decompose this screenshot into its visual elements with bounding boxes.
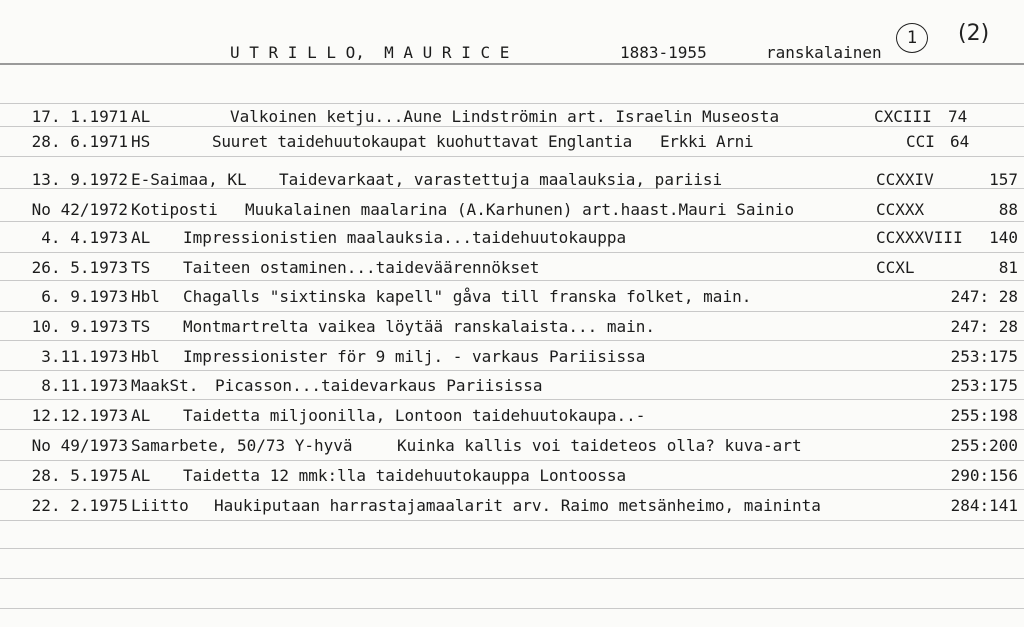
ruled-line bbox=[0, 280, 1024, 281]
entry-ref: CCXXX bbox=[876, 200, 925, 219]
entry-date: 8.11.1973 bbox=[41, 376, 128, 395]
entry-source: Kotiposti bbox=[131, 200, 218, 219]
entry-number: 81 bbox=[998, 258, 1018, 277]
artist-years: 1883-1955 bbox=[620, 43, 707, 62]
table-row bbox=[0, 496, 1024, 518]
entry-date: 6. 9.1973 bbox=[41, 287, 128, 306]
entry-title: Taidetta 12 mmk:lla taidehuutokauppa Lontoossa bbox=[183, 466, 627, 485]
ruled-line bbox=[0, 460, 1024, 461]
entry-number: 140 bbox=[989, 228, 1018, 247]
table-row bbox=[0, 317, 1024, 339]
entry-number: 157 bbox=[989, 170, 1018, 189]
entry-source: Liitto bbox=[131, 496, 189, 515]
entry-source: TS bbox=[131, 317, 151, 336]
entry-number: 247: 28 bbox=[950, 317, 1018, 336]
table-row bbox=[0, 228, 1024, 250]
entry-number: 247: 28 bbox=[950, 287, 1018, 306]
entry-title: Picasson...taidevarkaus Pariisissa bbox=[215, 376, 543, 395]
ruled-line bbox=[0, 252, 1024, 253]
ruled-line bbox=[0, 156, 1024, 157]
entry-source: TS bbox=[131, 258, 151, 277]
entry-title: Taidetta miljoonilla, Lontoon taidehuutokaupa..- bbox=[183, 406, 646, 425]
ruled-line bbox=[0, 103, 1024, 104]
table-row bbox=[0, 347, 1024, 369]
ruled-line bbox=[0, 399, 1024, 400]
artist-name: U T R I L L O, M A U R I C E bbox=[230, 43, 510, 62]
entry-date: 28. 6.1971 bbox=[31, 132, 128, 151]
entry-number: 64 bbox=[950, 132, 970, 151]
table-row bbox=[0, 376, 1024, 398]
entry-source: Hbl bbox=[131, 287, 160, 306]
entry-ref: CCXXIV bbox=[876, 170, 934, 189]
entry-number: 255:198 bbox=[950, 406, 1018, 425]
entry-title: Montmartrelta vaikea löytää ranskalaista... main. bbox=[183, 317, 656, 336]
table-row bbox=[0, 170, 1024, 192]
entry-date: 12.12.1973 bbox=[31, 406, 128, 425]
entry-ref: CCI bbox=[906, 132, 935, 151]
table-row bbox=[0, 406, 1024, 428]
entry-title: Kuinka kallis voi taideteos olla? kuva-art bbox=[397, 436, 802, 455]
entry-number: 284:141 bbox=[950, 496, 1018, 515]
entry-number: 88 bbox=[998, 200, 1018, 219]
entry-source: Samarbete, 50/73 Y-hyvä bbox=[131, 436, 353, 455]
entry-date: 28. 5.1975 bbox=[31, 466, 128, 485]
entry-source: HS bbox=[131, 132, 151, 151]
table-row bbox=[0, 466, 1024, 488]
entry-number: 253:175 bbox=[950, 347, 1018, 366]
entry-date: No 42/1972 bbox=[31, 200, 128, 219]
ruled-line bbox=[0, 429, 1024, 430]
table-row bbox=[0, 258, 1024, 280]
entry-source: AL bbox=[131, 107, 151, 126]
ruled-line bbox=[0, 578, 1024, 579]
entry-date: 22. 2.1975 bbox=[31, 496, 128, 515]
entry-number: 74 bbox=[948, 107, 968, 126]
entry-title: Chagalls "sixtinska kapell" gåva till franska folket, main. bbox=[183, 287, 752, 306]
table-row bbox=[0, 436, 1024, 458]
entry-title: Impressionistien maalauksia...taidehuutokauppa bbox=[183, 228, 627, 247]
table-row bbox=[0, 107, 1024, 129]
entry-title: Impressionister för 9 milj. - varkaus Pariisissa bbox=[183, 347, 646, 366]
entry-date: 10. 9.1973 bbox=[31, 317, 128, 336]
entry-title: Taiteen ostaminen...taideväärennökset bbox=[183, 258, 540, 277]
table-row bbox=[0, 287, 1024, 309]
entry-source: MaakSt. bbox=[131, 376, 199, 395]
entry-title: Muukalainen maalarina (A.Karhunen) art.haast.Mauri Sainio bbox=[245, 200, 795, 219]
entry-number: 255:200 bbox=[950, 436, 1018, 455]
ruled-line bbox=[0, 520, 1024, 521]
ruled-line bbox=[0, 548, 1024, 549]
entry-date: No 49/1973 bbox=[31, 436, 128, 455]
header-rule bbox=[0, 63, 1024, 65]
ruled-line bbox=[0, 608, 1024, 609]
entry-source: E-Saimaa, KL bbox=[131, 170, 247, 189]
ruled-line bbox=[0, 370, 1024, 371]
entry-title: Suuret taidehuutokaupat kuohuttavat Englantia Erkki Arni bbox=[212, 132, 754, 151]
entry-source: AL bbox=[131, 406, 151, 425]
entry-ref: CCXXXVIII bbox=[876, 228, 963, 247]
entry-source: Hbl bbox=[131, 347, 160, 366]
card-total-handwritten: (2) bbox=[958, 21, 990, 46]
entry-date: 3.11.1973 bbox=[41, 347, 128, 366]
ruled-line bbox=[0, 489, 1024, 490]
entry-number: 253:175 bbox=[950, 376, 1018, 395]
entry-ref: CCXL bbox=[876, 258, 915, 277]
table-row bbox=[0, 132, 1024, 154]
entry-date: 4. 4.1973 bbox=[41, 228, 128, 247]
entry-date: 17. 1.1971 bbox=[31, 107, 128, 126]
card-number-circled: 1 bbox=[896, 23, 928, 53]
entry-source: AL bbox=[131, 228, 151, 247]
artist-nationality: ranskalainen bbox=[766, 43, 882, 62]
table-row bbox=[0, 200, 1024, 222]
entry-source: AL bbox=[131, 466, 151, 485]
entry-number: 290:156 bbox=[950, 466, 1018, 485]
entry-date: 13. 9.1972 bbox=[31, 170, 128, 189]
entry-title: Valkoinen ketju...Aune Lindströmin art. Israelin Museosta bbox=[230, 107, 780, 126]
entry-date: 26. 5.1973 bbox=[31, 258, 128, 277]
entry-title: Haukiputaan harrastajamaalarit arv. Raimo metsänheimo, maininta bbox=[214, 496, 821, 515]
ruled-line bbox=[0, 340, 1024, 341]
entry-ref: CXCIII bbox=[874, 107, 932, 126]
ruled-line bbox=[0, 311, 1024, 312]
entry-title: Taidevarkaat, varastettuja maalauksia, pariisi bbox=[279, 170, 723, 189]
